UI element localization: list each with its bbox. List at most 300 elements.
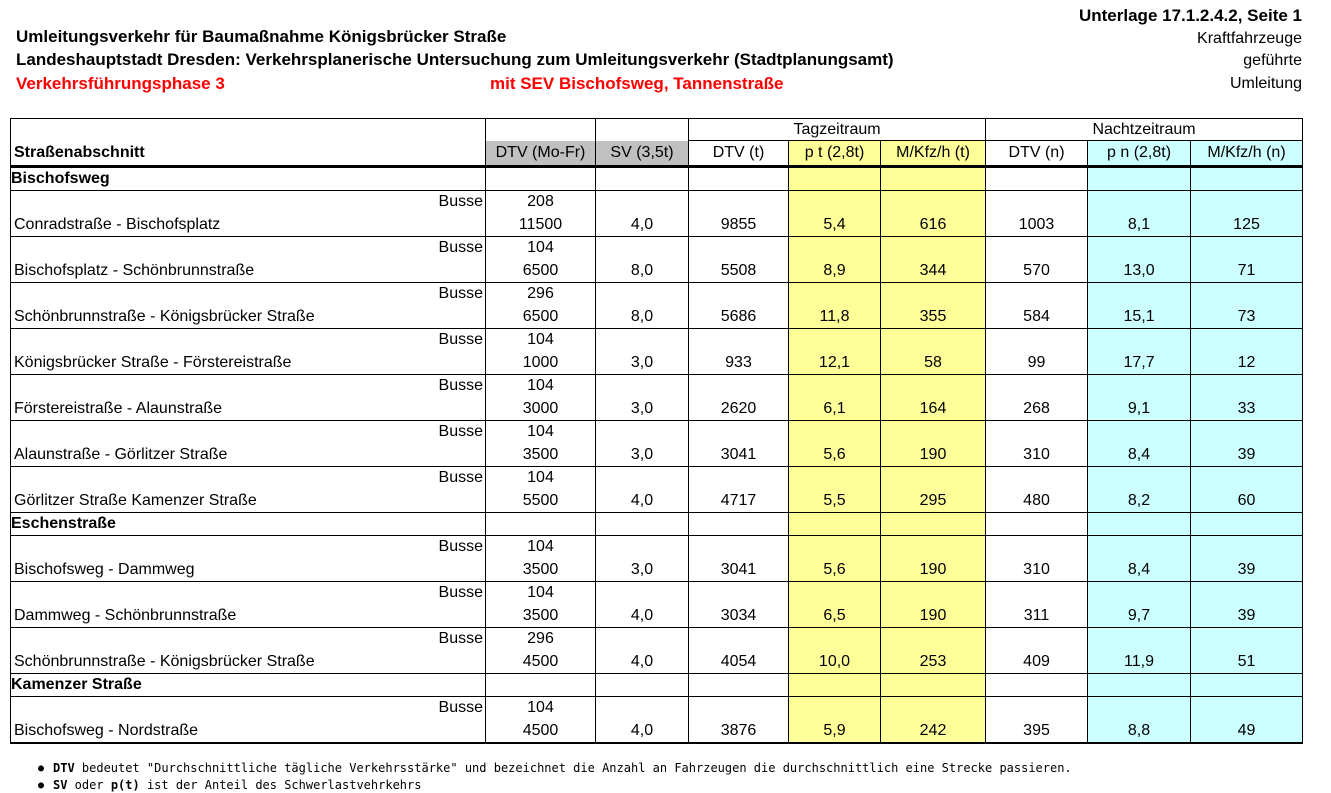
value: 190 [919, 607, 947, 624]
bus-count [596, 237, 688, 259]
dtv-n-cell [986, 283, 1088, 329]
value: 2620 [720, 400, 757, 417]
empty-cell [596, 167, 689, 191]
pt-cell [789, 697, 881, 744]
value: 12,1 [818, 354, 851, 371]
document-title: Umleitungsverkehr für Baumaßnahme Königsbrücker Straße [16, 27, 507, 46]
mkfz-t-cell [881, 191, 986, 237]
bus-count: 104 [527, 331, 554, 348]
section-header-row [11, 513, 1303, 536]
bus-count [881, 582, 985, 604]
bus-count [986, 467, 1087, 489]
bus-count [689, 536, 788, 558]
dtv-n-cell [986, 329, 1088, 375]
empty-cell [881, 674, 986, 697]
value: 3041 [720, 446, 757, 463]
bus-count [789, 582, 880, 604]
value: 3,0 [630, 446, 654, 463]
street-segment-row [11, 536, 1303, 582]
bus-count [881, 421, 985, 443]
dtv-t-cell [689, 421, 789, 467]
column-header-strassenabschnitt: Straßenabschnitt [11, 141, 486, 167]
dtv-mofr-cell [486, 467, 596, 513]
pn-cell [1088, 628, 1191, 674]
pn-cell [1088, 237, 1191, 283]
bus-count: 104 [527, 538, 554, 555]
value: 8,0 [630, 308, 654, 325]
group-header-row [11, 119, 1303, 141]
sv-cell [596, 329, 689, 375]
bus-count [986, 536, 1087, 558]
value: 73 [1237, 308, 1256, 325]
value: 8,9 [823, 262, 846, 279]
value: 5,9 [823, 722, 846, 739]
value: 8,0 [630, 262, 654, 279]
empty-cell [881, 513, 986, 536]
bus-count [596, 582, 688, 604]
pn-cell [1088, 191, 1191, 237]
bus-count [1088, 467, 1190, 489]
value: 8,8 [1127, 722, 1151, 739]
pt-cell [789, 628, 881, 674]
footnote-sv [38, 777, 1072, 793]
empty-cell [1191, 167, 1303, 191]
value: 4,0 [630, 216, 654, 233]
empty-cell [596, 674, 689, 697]
value: 11500 [518, 216, 563, 233]
street-segment-row [11, 283, 1303, 329]
dtv-n-cell [986, 697, 1088, 744]
night-group-header: Nachtzeitraum [986, 119, 1303, 141]
bus-count [596, 375, 688, 397]
bus-count [789, 421, 880, 443]
dtv-t-cell [689, 628, 789, 674]
empty-cell [486, 119, 596, 141]
bus-count [596, 536, 688, 558]
pn-cell [1088, 375, 1191, 421]
bus-count [1191, 628, 1302, 650]
bus-count [689, 582, 788, 604]
value: 395 [1023, 722, 1050, 739]
value: 12 [1237, 354, 1256, 371]
value: 5,6 [823, 446, 846, 463]
bus-count [986, 628, 1087, 650]
segment-name: Conradstraße - Bischofsplatz [14, 216, 221, 233]
value: 9855 [720, 216, 757, 233]
value: 311 [1023, 607, 1050, 624]
bus-count [881, 237, 985, 259]
section-header-row [11, 167, 1303, 191]
bus-count [881, 283, 985, 305]
value: 8,2 [1127, 492, 1151, 509]
mkfz-n-cell [1191, 191, 1303, 237]
bus-count [1088, 329, 1190, 351]
phase-note: mit SEV Bischofsweg, Tannenstraße [490, 74, 784, 93]
bus-label: Busse [438, 239, 483, 256]
section-name: Bischofsweg [11, 167, 486, 191]
bus-label: Busse [438, 193, 483, 210]
dtv-t-cell [689, 329, 789, 375]
value: 58 [924, 354, 942, 371]
empty-cell [486, 674, 596, 697]
bus-count [881, 375, 985, 397]
value: 3034 [720, 607, 757, 624]
value: 584 [1023, 308, 1050, 325]
value: 4717 [720, 492, 757, 509]
pt-cell [789, 283, 881, 329]
pt-cell [789, 237, 881, 283]
pt-cell [789, 329, 881, 375]
pn-cell [1088, 582, 1191, 628]
empty-cell [596, 119, 689, 141]
dtv-mofr-cell [486, 421, 596, 467]
footnote-term: DTV [53, 761, 75, 775]
value: 5,4 [823, 216, 846, 233]
column-header-pt: p t (2,8t) [789, 141, 881, 167]
footnote-term: p(t) [110, 778, 140, 792]
footnote-text: bedeutet "Durchschnittliche tägliche Verkehrsstärke" und bezeichnet die Anzahl an Fahrzeugen die durchschnittlich eine Strecke passieren. [74, 761, 1072, 775]
value: 355 [919, 308, 947, 325]
segment-name: Görlitzer Straße Kamenzer Straße [14, 492, 257, 509]
mkfz-n-cell [1191, 582, 1303, 628]
mkfz-t-cell [881, 421, 986, 467]
bus-count [1088, 237, 1190, 259]
bus-count: 104 [527, 584, 554, 601]
bus-count [1088, 191, 1190, 213]
pt-cell [789, 421, 881, 467]
empty-cell [789, 513, 881, 536]
pn-cell [1088, 697, 1191, 744]
bus-count [596, 628, 688, 650]
bus-label: Busse [438, 331, 483, 348]
pt-cell [789, 467, 881, 513]
mkfz-n-cell [1191, 375, 1303, 421]
value: 190 [919, 446, 947, 463]
dtv-t-cell [689, 375, 789, 421]
bus-count: 104 [527, 469, 554, 486]
bus-count: 104 [527, 699, 554, 716]
pt-cell [789, 191, 881, 237]
pt-cell [789, 375, 881, 421]
value: 6500 [522, 262, 559, 279]
dtv-t-cell [689, 467, 789, 513]
empty-cell [596, 513, 689, 536]
bus-count [881, 536, 985, 558]
bus-count [789, 536, 880, 558]
segment-name: Schönbrunnstraße - Königsbrücker Straße [14, 653, 315, 670]
pn-cell [1088, 283, 1191, 329]
dtv-mofr-cell [486, 628, 596, 674]
dtv-n-cell [986, 582, 1088, 628]
value: 344 [919, 262, 947, 279]
mkfz-t-cell [881, 582, 986, 628]
empty-cell [1088, 513, 1191, 536]
value: 3876 [720, 722, 757, 739]
value: 253 [919, 653, 947, 670]
street-segment-row [11, 421, 1303, 467]
bus-count [596, 329, 688, 351]
value: 409 [1023, 653, 1050, 670]
value: 3500 [522, 561, 559, 578]
footnote-dtv [38, 760, 1072, 777]
sv-cell [596, 421, 689, 467]
street-segment-row [11, 237, 1303, 283]
dtv-mofr-cell [486, 582, 596, 628]
bus-count [1088, 582, 1190, 604]
empty-cell [986, 513, 1088, 536]
value: 17,7 [1123, 354, 1155, 371]
value: 4500 [522, 653, 559, 670]
header-right-line-3: Umleitung [1229, 74, 1302, 92]
value: 3041 [720, 561, 757, 578]
dtv-t-cell [689, 283, 789, 329]
bus-count [1191, 582, 1302, 604]
dtv-mofr-cell [486, 237, 596, 283]
doc-reference: Unterlage 17.1.2.4.2, Seite 1 [1078, 6, 1302, 25]
value: 164 [919, 400, 947, 417]
mkfz-t-cell [881, 237, 986, 283]
dtv-n-cell [986, 237, 1088, 283]
value: 295 [919, 492, 947, 509]
bus-count [881, 467, 985, 489]
segment-name: Bischofsweg - Nordstraße [14, 722, 199, 739]
bus-count [1191, 467, 1302, 489]
dtv-mofr-cell [486, 697, 596, 744]
bus-count [689, 191, 788, 213]
footnote-term: SV [53, 778, 68, 792]
bullet-icon: ● [38, 780, 45, 791]
column-header-row [11, 141, 1303, 167]
mkfz-t-cell [881, 283, 986, 329]
bus-count [689, 237, 788, 259]
bus-count [789, 191, 880, 213]
bus-count [596, 467, 688, 489]
dtv-mofr-cell [486, 191, 596, 237]
dtv-n-cell [986, 628, 1088, 674]
value: 190 [919, 561, 947, 578]
bus-count [1191, 421, 1302, 443]
empty-cell [1191, 674, 1303, 697]
column-header-pn: p n (2,8t) [1088, 141, 1191, 167]
bus-count [881, 329, 985, 351]
dtv-t-cell [689, 582, 789, 628]
dtv-t-cell [689, 697, 789, 744]
segment-cell [11, 283, 486, 329]
dtv-mofr-cell [486, 283, 596, 329]
value: 3000 [522, 400, 559, 417]
mkfz-t-cell [881, 329, 986, 375]
value: 310 [1023, 561, 1050, 578]
bus-count [689, 375, 788, 397]
value: 6,1 [823, 400, 846, 417]
value: 8,4 [1127, 561, 1151, 578]
header-right-line-1: Kraftfahrzeuge [1197, 29, 1302, 47]
segment-name: Königsbrücker Straße - Förstereistraße [14, 354, 292, 371]
mkfz-n-cell [1191, 421, 1303, 467]
segment-cell [11, 582, 486, 628]
street-segment-row [11, 375, 1303, 421]
bus-count [1191, 329, 1302, 351]
bus-count: 104 [527, 423, 554, 440]
bus-count [1191, 283, 1302, 305]
value: 3500 [522, 446, 559, 463]
bus-count [596, 421, 688, 443]
bus-count [986, 191, 1087, 213]
bus-count [789, 283, 880, 305]
bus-label: Busse [438, 584, 483, 601]
value: 1003 [1018, 216, 1055, 233]
section-header-row [11, 674, 1303, 697]
value: 3,0 [630, 400, 654, 417]
bus-count [881, 628, 985, 650]
value: 60 [1237, 492, 1256, 509]
bus-count [789, 237, 880, 259]
column-header-dtv-t: DTV (t) [689, 141, 789, 167]
street-segment-row [11, 191, 1303, 237]
bus-count [789, 467, 880, 489]
bus-count [689, 329, 788, 351]
bus-count [1191, 536, 1302, 558]
column-header-sv: SV (3,5t) [596, 141, 689, 167]
bus-count [596, 283, 688, 305]
bus-count: 296 [527, 630, 554, 647]
value: 1000 [522, 354, 559, 371]
bus-label: Busse [438, 377, 483, 394]
sv-cell [596, 628, 689, 674]
bus-label: Busse [438, 423, 483, 440]
street-segment-row [11, 697, 1303, 744]
value: 6,5 [823, 607, 846, 624]
empty-cell [1088, 167, 1191, 191]
footnotes [38, 760, 1072, 793]
bus-count [986, 421, 1087, 443]
value: 3,0 [630, 354, 654, 371]
value: 49 [1237, 722, 1256, 739]
value: 51 [1237, 653, 1256, 670]
pn-cell [1088, 329, 1191, 375]
dtv-mofr-cell [486, 536, 596, 582]
mkfz-n-cell [1191, 237, 1303, 283]
day-group-header: Tagzeitraum [689, 119, 986, 141]
page-header-right [1079, 5, 1302, 95]
mkfz-n-cell [1191, 536, 1303, 582]
bus-count [986, 582, 1087, 604]
bus-count [1088, 375, 1190, 397]
document-subtitle: Landeshauptstadt Dresden: Verkehrsplanerische Untersuchung zum Umleitungsverkehr (Stadtplanungsamt) [16, 50, 894, 69]
bus-count [1191, 375, 1302, 397]
value: 13,0 [1123, 262, 1155, 279]
segment-cell [11, 536, 486, 582]
bus-count: 296 [527, 285, 554, 302]
value: 11,8 [819, 308, 850, 325]
empty-cell [486, 167, 596, 191]
bus-label: Busse [438, 469, 483, 486]
value: 11,9 [1124, 653, 1154, 670]
pt-cell [789, 582, 881, 628]
pn-cell [1088, 467, 1191, 513]
sv-cell [596, 375, 689, 421]
value: 125 [1233, 216, 1260, 233]
mkfz-t-cell [881, 628, 986, 674]
bus-count [689, 467, 788, 489]
bus-count [986, 329, 1087, 351]
value: 3,0 [630, 561, 654, 578]
segment-name: Dammweg - Schönbrunnstraße [14, 607, 237, 624]
column-header-dtv-mofr: DTV (Mo-Fr) [486, 141, 596, 167]
dtv-n-cell [986, 191, 1088, 237]
value: 4500 [522, 722, 559, 739]
value: 242 [919, 722, 947, 739]
value: 9,1 [1127, 400, 1151, 417]
bus-count [986, 697, 1087, 719]
value: 4,0 [630, 722, 654, 739]
pn-cell [1088, 421, 1191, 467]
value: 4,0 [630, 607, 654, 624]
footnote-text: ist der Anteil des Schwerlastvehrkehrs [139, 778, 422, 792]
segment-cell [11, 329, 486, 375]
segment-name: Bischofsplatz - Schönbrunnstraße [14, 262, 255, 279]
bus-count [986, 283, 1087, 305]
bus-count [789, 375, 880, 397]
bus-count [1191, 697, 1302, 719]
value: 570 [1023, 262, 1050, 279]
sv-cell [596, 536, 689, 582]
value: 5,6 [823, 561, 846, 578]
empty-cell [689, 674, 789, 697]
column-header-dtv-n: DTV (n) [986, 141, 1088, 167]
value: 6500 [522, 308, 559, 325]
bus-count [689, 628, 788, 650]
empty-cell [881, 167, 986, 191]
mkfz-n-cell [1191, 467, 1303, 513]
dtv-n-cell [986, 467, 1088, 513]
bus-count [689, 697, 788, 719]
header-right-line-2: geführte [1243, 52, 1302, 69]
column-header-mkfz-n: M/Kfz/h (n) [1191, 141, 1303, 167]
empty-cell [1191, 513, 1303, 536]
sv-cell [596, 697, 689, 744]
segment-name: Schönbrunnstraße - Königsbrücker Straße [14, 308, 315, 325]
value: 8,4 [1127, 446, 1151, 463]
bus-label: Busse [438, 699, 483, 716]
bus-count: 104 [527, 377, 554, 394]
bus-count [789, 697, 880, 719]
bus-count: 104 [527, 239, 554, 256]
dtv-n-cell [986, 375, 1088, 421]
value: 4054 [720, 653, 757, 670]
segment-cell [11, 628, 486, 674]
dtv-t-cell [689, 237, 789, 283]
bullet-icon: ● [38, 763, 45, 774]
dtv-t-cell [689, 536, 789, 582]
segment-cell [11, 421, 486, 467]
value: 5508 [720, 262, 757, 279]
segment-cell [11, 237, 486, 283]
sv-cell [596, 582, 689, 628]
mkfz-t-cell [881, 467, 986, 513]
bus-label: Busse [438, 538, 483, 555]
bus-count [1191, 191, 1302, 213]
dtv-t-cell [689, 191, 789, 237]
empty-cell [11, 119, 486, 141]
dtv-n-cell [986, 421, 1088, 467]
section-name: Eschenstraße [11, 513, 486, 536]
bus-count [1088, 283, 1190, 305]
segment-cell [11, 697, 486, 744]
value: 5,5 [823, 492, 846, 509]
mkfz-t-cell [881, 536, 986, 582]
pn-cell [1088, 536, 1191, 582]
